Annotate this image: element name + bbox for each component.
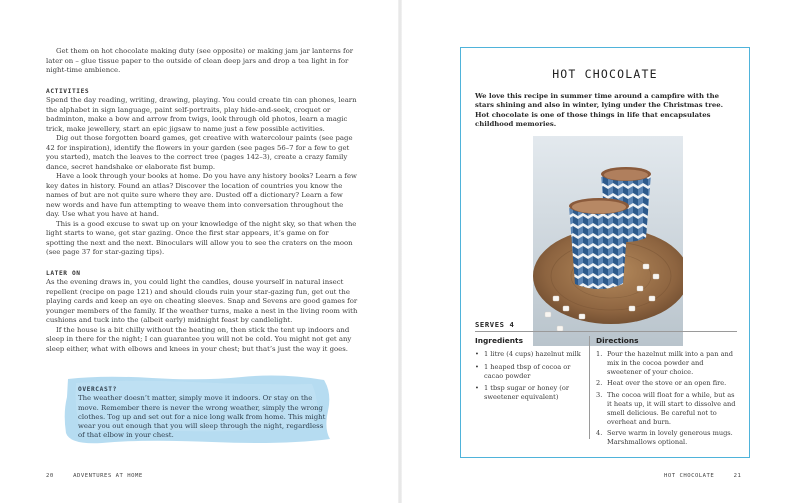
intro-paragraph: Get them on hot chocolate making duty (see opposite) or making jam jar lanterns for later on – glue tissue paper to the outside of clean deep jars and drop a tea light in for night-time ambience. — [46, 47, 354, 74]
ingredient-item: • 1 heaped tbsp of cocoa or cacao powder — [475, 363, 585, 381]
step-number: 1. — [596, 350, 603, 358]
callout-body: The weather doesn’t matter, simply move it indoors. Or stay on the move. Remember there is never the wrong weather, simply the wrong clothes. Tog up and set out for a nice long walk from home. This might wear you out enough that you will sleep through the night, regardless of that elbow in your chest. — [78, 394, 326, 440]
recipe-intro: We love this recipe in summer time around a campfire with the stars shining and also in winter, lying under the Christmas tree. Hot chocolate is one of those things in life that encapsulates childhood memories. — [475, 92, 724, 129]
directions-heading: Directions — [596, 336, 639, 345]
left-folio — [46, 473, 143, 479]
ingredient-item: • 1 tbsp sugar or honey (or sweetener equivalent) — [475, 384, 585, 402]
directions-list — [596, 350, 740, 447]
step-text: Serve warm in lovely generous mugs. Marshmallows optional. — [607, 429, 733, 447]
right-folio — [664, 473, 741, 479]
activities-paragraph-4: This is a good excuse to swat up on your knowledge of the night sky, so that when the light starts to wane, get star gazing. Once the first star appears, it’s game on for spotting the next and the next. Binoculars will allow you to see the craters on the moon (see page 37 for star-gazing tips). — [46, 219, 357, 256]
right-running-head: HOT CHOCOLATE — [664, 473, 715, 479]
step-text: Pour the hazelnut milk into a pan and mix in the cocoa powder and sweetener of your choice. — [607, 350, 733, 376]
direction-step — [596, 350, 740, 376]
step-number: 3. — [596, 391, 603, 400]
gutter — [398, 0, 402, 503]
callout-text-block — [78, 385, 326, 441]
step-number: 2. — [596, 379, 603, 388]
step-text: The cocoa will float for a while, but as it heats up, it will start to dissolve and smell delicious. Be careful not to overheat and burn. — [607, 391, 736, 426]
left-page-body — [46, 47, 358, 354]
activities-paragraph-1: Spend the day reading, writing, drawing, playing. You could create tin can phones, learn the alphabet in sign language, paint self-portraits, play hide-and-seek, croquet or badminton, make a bow and arrow from twigs, look through old photos, learn a magic trick, make jewellery, start an epic jigsaw to name just a few possible activities. — [46, 96, 357, 133]
later-on-paragraph-2: If the house is a bit chilly without the heating on, then stick the tent up indoors and sleep in there for the night; I can guarantee you will not be cold. You might not get any sleep either, what with elbows and knees in your chest; but that’s just the way it goes. — [46, 325, 352, 353]
serves-label: SERVES 4 — [475, 320, 515, 329]
direction-step — [596, 429, 740, 447]
right-page-number: 21 — [733, 473, 742, 479]
recipe-box — [460, 47, 750, 458]
step-number: 4. — [596, 429, 603, 438]
direction-step — [596, 391, 740, 426]
recipe-title: HOT CHOCOLATE — [552, 67, 658, 81]
ingredients-column — [475, 336, 585, 406]
left-page-number: 20 — [46, 473, 54, 479]
later-on-heading: LATER ON — [46, 269, 81, 277]
activities-paragraph-2: Dig out those forgotten board games, get creative with watercolour paints (see page 42 for inspiration), identify the flowers in your garden (see pages 56–7 for a few to get you started), match the leaves to the correct tree (pages 142–3), create a crazy family dance, secret handshake or elaborate fist bump. — [46, 134, 353, 171]
serves-divider — [475, 331, 737, 332]
step-text: Heat over the stove or an open fire. — [607, 379, 727, 388]
activities-paragraph-3: Have a look through your books at home. Do you have any history books? Learn a few key dates in history. Found an atlas? Discover the location of countries you know the names of but are not quite sure where they are. Dusted off a dictionary? Learn a few new words and have fun attempting to weave them into conversation throughout the day. Use what you have at hand. — [46, 172, 357, 218]
column-separator — [589, 336, 590, 439]
later-on-paragraph-1: As the evening draws in, you could light the candles, douse yourself in natural insect repellent (recipe on page 121) and should clouds ruin your star-gazing fun, get out the playing cards and keep an eye on cheating sleeves. Snap and Sevens are good games for younger members of the family. If the weather turns, make a nest in the living room with cushions and tuck into the (albeit early) midnight feast by candlelight. — [46, 278, 358, 324]
hot-chocolate-photo — [533, 136, 683, 346]
hot-chocolate-mugs-photo-icon — [533, 136, 683, 346]
directions-column — [596, 336, 740, 450]
direction-step — [596, 379, 740, 388]
activities-heading: ACTIVITIES — [46, 87, 90, 95]
ingredients-heading: Ingredients — [475, 336, 523, 345]
callout-heading: OVERCAST? — [78, 386, 117, 393]
ingredients-list — [475, 350, 585, 402]
overcast-callout — [62, 373, 334, 447]
ingredient-item: • 1 litre (4 cups) hazelnut milk — [475, 350, 585, 359]
left-running-head: ADVENTURES AT HOME — [73, 473, 143, 479]
